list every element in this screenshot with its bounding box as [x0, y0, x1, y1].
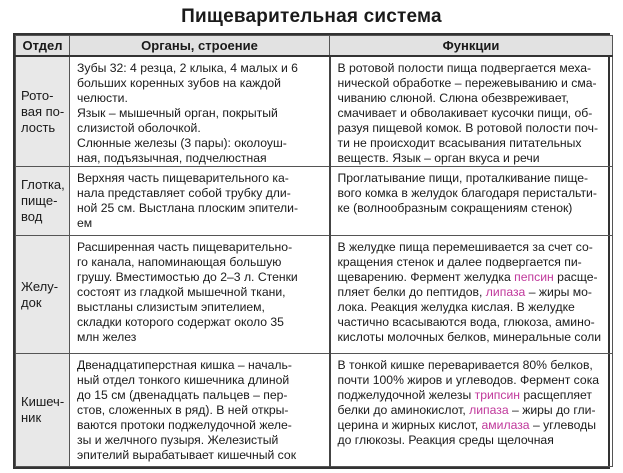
dept-cell-mouth: Рото- вая по- лость	[16, 56, 70, 167]
enzyme-amylase: амилаза	[481, 417, 530, 432]
organs-cell-stomach: Расширенная часть пищеварительно- го канала, напоминающая большую грушу. Вместимостью до 2–3 л. Стенки состоят из гладкой мышечной ткани, выстланы слизистым эпителием, складки которого содержат около 35 млн желез	[70, 236, 330, 353]
dept-cell-intestine: Кишеч- ник	[16, 353, 70, 466]
organs-cell-pharynx: Верхняя часть пищеварительного ка- нала представляет собой трубку дли- ной 25 см. Выстлана плоским эпители- ем	[70, 167, 330, 236]
table-row	[16, 56, 613, 167]
enzyme-pepsin: пепсин	[514, 270, 554, 285]
functions-cell-pharynx: Проглатывание пищи, проталкивание пище- вого комка в желудок благодаря перистальти- ке (волнообразным сокращениям стенок)	[330, 167, 613, 236]
header-dept: Отдел	[16, 36, 70, 57]
functions-cell-intestine: В тонкой кишке переваривается 80% белков, почти 100% жиров и углеводов. Фермент сока поджелудочной железы трипсин расщепляет белки до аминокислот, липаза – жиры до гли- церина и жирных кислот, амилаза – углеводы до глюкозы. Реакция среды щелочная	[330, 353, 613, 466]
functions-cell-mouth: В ротовой полости пища подвергается меха- нической обработке – пережевыванию и сма- чиванию слюной. Слюна обезвреживает, смачивает и обволакивает кусочки пищи, об- разуя пищевой комок. В ротовой полости поч- ти не происходит всасывания питательных веществ. Язык – орган вкуса и речи	[330, 56, 613, 167]
enzyme-lipase: липаза	[469, 402, 509, 417]
digestive-system-table	[13, 33, 610, 469]
dept-cell-pharynx: Глотка, пище- вод	[16, 167, 70, 236]
organs-cell-mouth: Зубы 32: 4 резца, 2 клыка, 4 малых и 6 больших коренных зубов на каждой челюсти. Язык – мышечный орган, покрытый слизистой оболочкой. Слюнные железы (3 пары): околоуш- ная, подъязычная, подчелюстная	[70, 56, 330, 167]
header-organs: Органы, строение	[70, 36, 330, 57]
table-row	[16, 167, 613, 236]
functions-cell-stomach: В желудке пища перемешивается за счет со- кращения стенок и далее подвергается пи- щеварению. Фермент желудка пепсин расще- пляет белки до пептидов, липаза – жиры мо- лока. Реакция желудка кислая. В желудке частично всасываются вода, глюкоза, амино- кислоты молочных белков, минеральные соли	[330, 236, 613, 353]
page-title: Пищеварительная система	[181, 6, 442, 27]
organs-cell-intestine: Двенадцатиперстная кишка – началь- ный отдел тонкого кишечника длиной до 15 см (двенадцать пальцев – пер- стов, сложенных в ряд). В ней откры- ваются протоки поджелудочной желе- зы и желчного пузыря. Железистый эпителий вырабатывает кишечный сок	[70, 353, 330, 466]
table-header-row	[16, 36, 613, 57]
table-row	[16, 353, 613, 466]
dept-cell-stomach: Желу- док	[16, 236, 70, 353]
enzyme-lipase: липаза	[485, 285, 526, 300]
enzyme-trypsin: трипсин	[474, 387, 521, 402]
table-row	[16, 236, 613, 353]
header-functions: Функции	[330, 36, 613, 57]
